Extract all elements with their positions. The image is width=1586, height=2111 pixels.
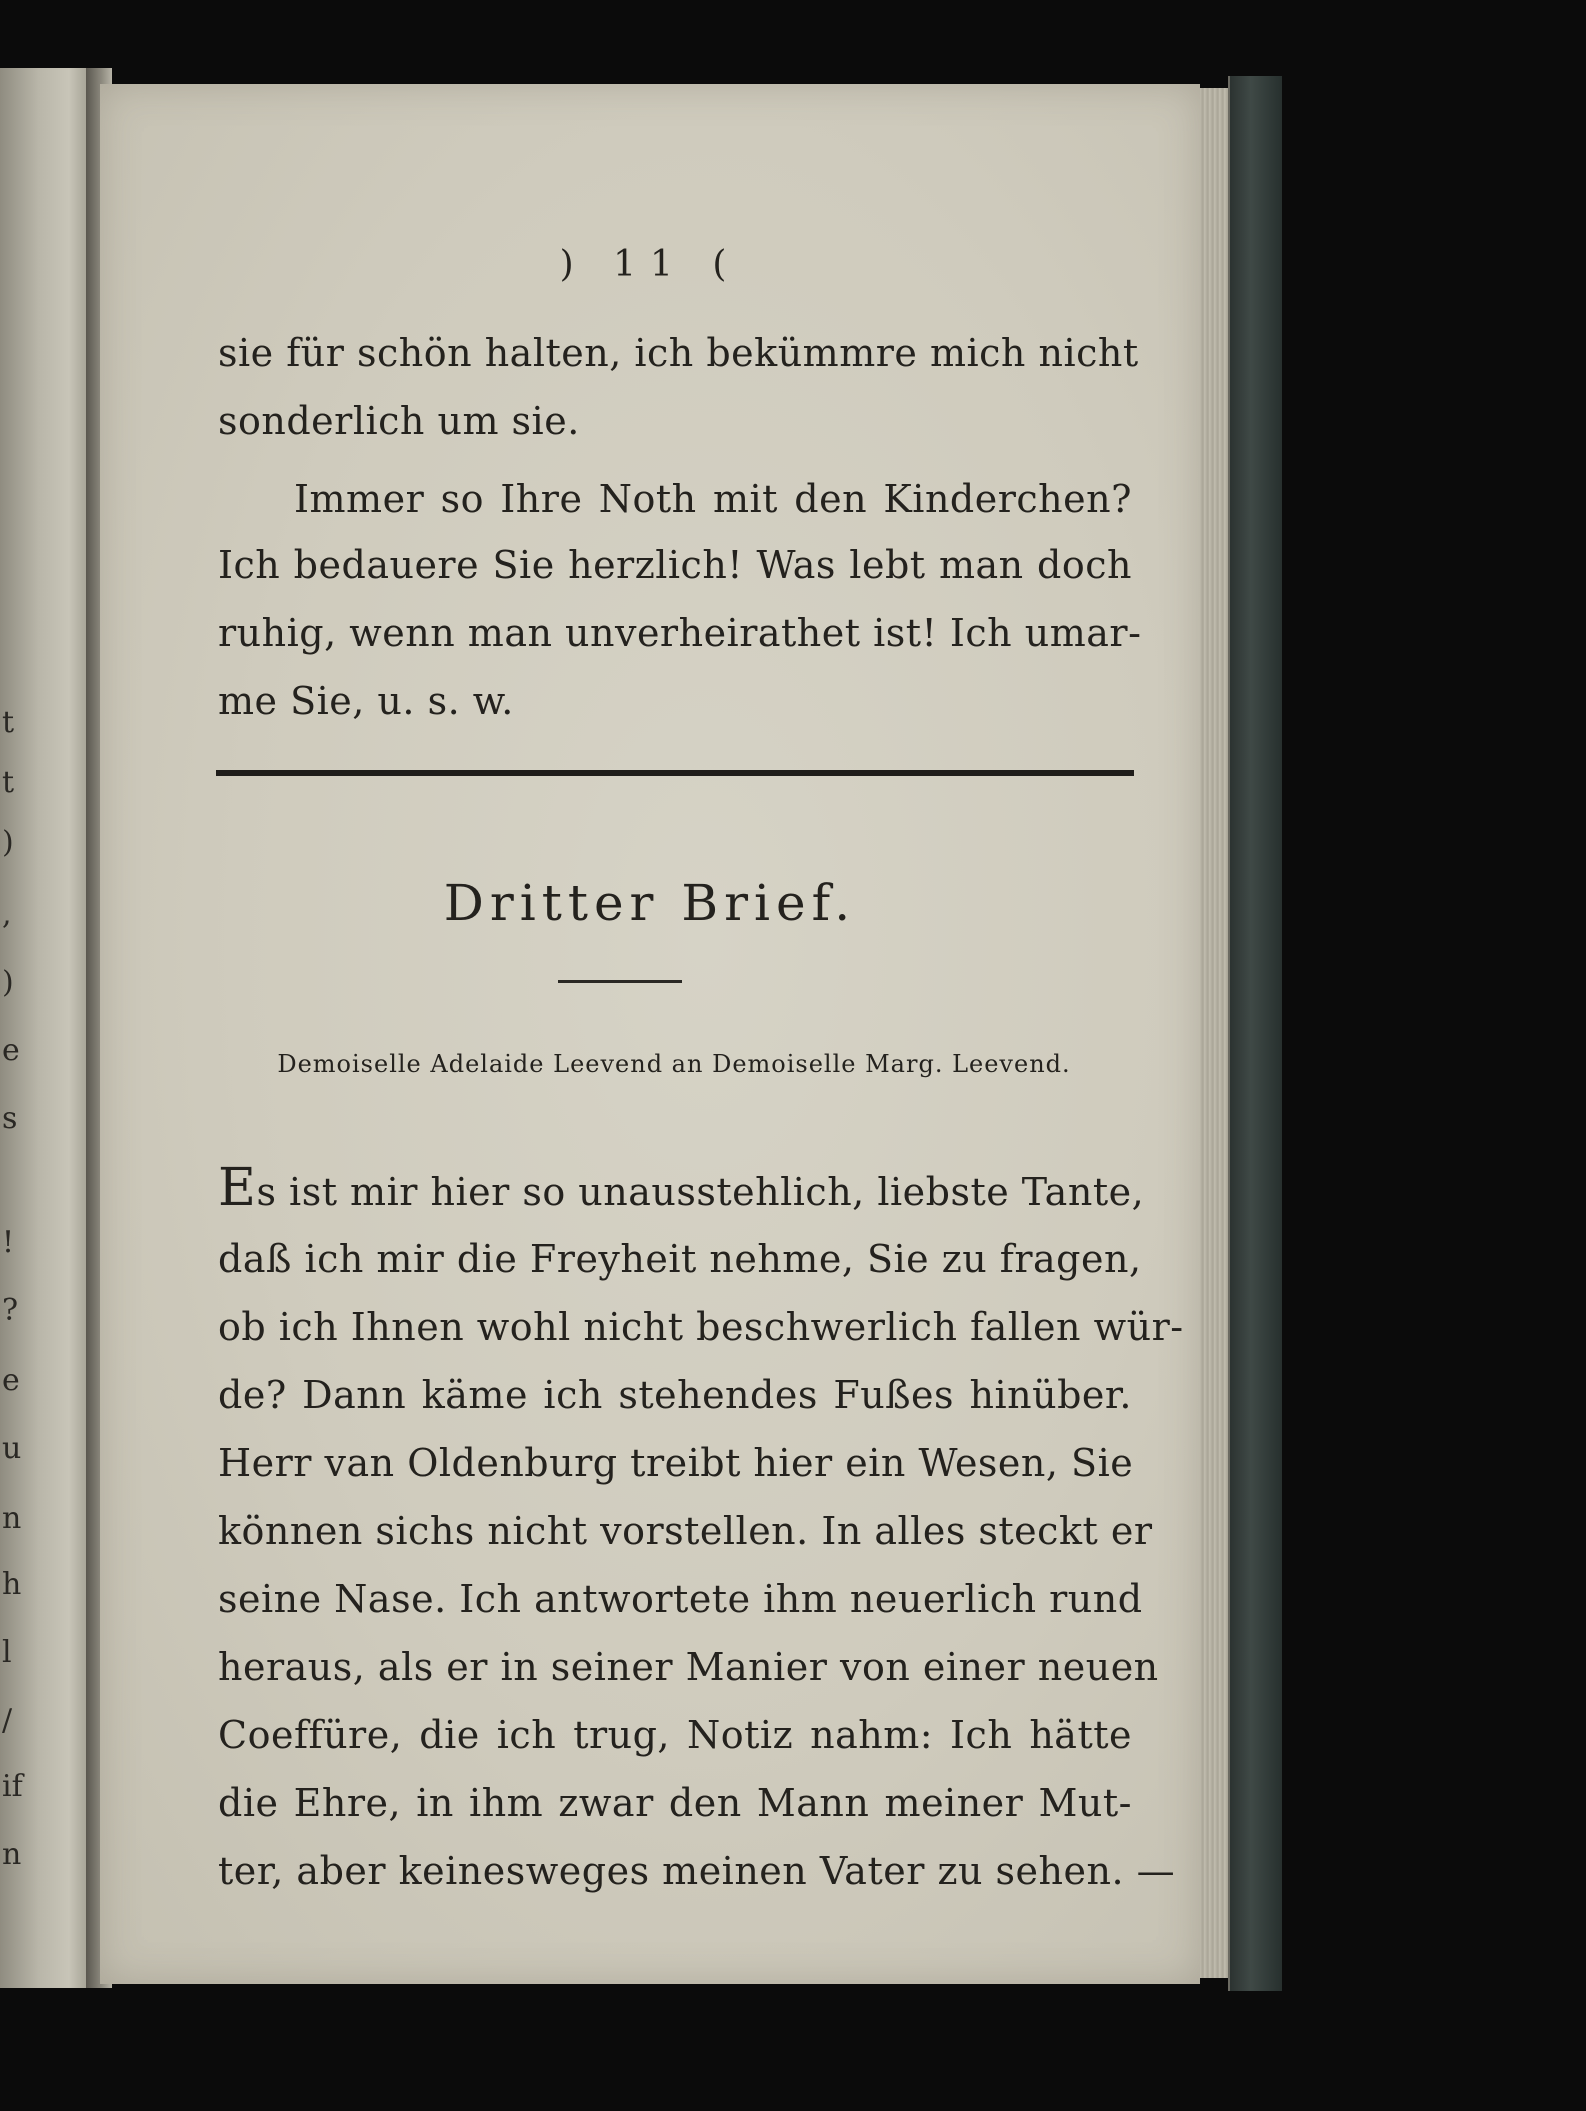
text-line [218, 1158, 1145, 1218]
book-page [100, 84, 1200, 1984]
text-line: ruhig, wenn man unverheirathet ist! Ich umar- [218, 611, 1142, 655]
title-underline-rule [558, 980, 682, 983]
left-fragment: t [2, 705, 15, 740]
page-block-edge [1200, 88, 1228, 1978]
text-line: seine Nase. Ich antwortete ihm neuerlich rund [218, 1577, 1143, 1621]
left-fragment: h [2, 1567, 22, 1602]
text-line: Immer so Ihre Noth mit den Kinderchen? [294, 477, 1132, 521]
text-line: me Sie, u. s. w. [218, 679, 514, 723]
text-line: de? Dann käme ich stehendes Fußes hinüber. [218, 1373, 1132, 1417]
left-fragment: s [2, 1101, 18, 1136]
left-fragment: ! [2, 1225, 15, 1260]
previous-page-edge [0, 68, 88, 1988]
left-fragment: n [2, 1837, 22, 1872]
left-fragment: / [2, 1703, 13, 1738]
left-fragment: u [2, 1431, 22, 1466]
text-line: sie für schön halten, ich bekümmre mich nicht [218, 331, 1139, 375]
book-cover [1228, 76, 1282, 1991]
left-fragment: n [2, 1501, 22, 1536]
text-line: ob ich Ihnen wohl nicht beschwerlich fallen wür- [218, 1305, 1184, 1349]
left-fragment: ) [2, 825, 14, 860]
left-fragment: l [2, 1635, 12, 1670]
left-fragment: , [2, 897, 12, 932]
left-fragment: e [2, 1363, 20, 1398]
left-fragment: if [2, 1769, 23, 1804]
left-fragment: t [2, 765, 15, 800]
text-line: Herr van Oldenburg treibt hier ein Wesen, Sie [218, 1441, 1134, 1485]
left-fragment: ) [2, 965, 14, 1000]
letter-salutation: Demoiselle Adelaide Leevend an Demoiselle Marg. Leevend. [277, 1050, 1071, 1078]
section-divider-rule [216, 770, 1134, 776]
drop-cap: E [218, 1158, 257, 1218]
text-line: sonderlich um sie. [218, 399, 580, 443]
text-line: die Ehre, in ihm zwar den Mann meiner Mut- [218, 1781, 1132, 1825]
text-line: Ich bedauere Sie herzlich! Was lebt man doch [218, 543, 1132, 587]
page-number: ) 11 ( [559, 244, 741, 285]
text-line-rest: s ist mir hier so unausstehlich, liebste Tante, [256, 1170, 1145, 1214]
text-line: können sichs nicht vorstellen. In alles steckt er [218, 1509, 1153, 1553]
text-line: daß ich mir die Freyheit nehme, Sie zu fragen, [218, 1237, 1142, 1281]
left-fragment: e [2, 1033, 20, 1068]
text-line: ter, aber keinesweges meinen Vater zu sehen. — [218, 1849, 1176, 1893]
text-line: Coeffüre, die ich trug, Notiz nahm: Ich hätte [218, 1713, 1132, 1757]
section-title: Dritter Brief. [443, 874, 857, 932]
text-line: heraus, als er in seiner Manier von einer neuen [218, 1645, 1159, 1689]
left-fragment: ? [2, 1293, 19, 1328]
